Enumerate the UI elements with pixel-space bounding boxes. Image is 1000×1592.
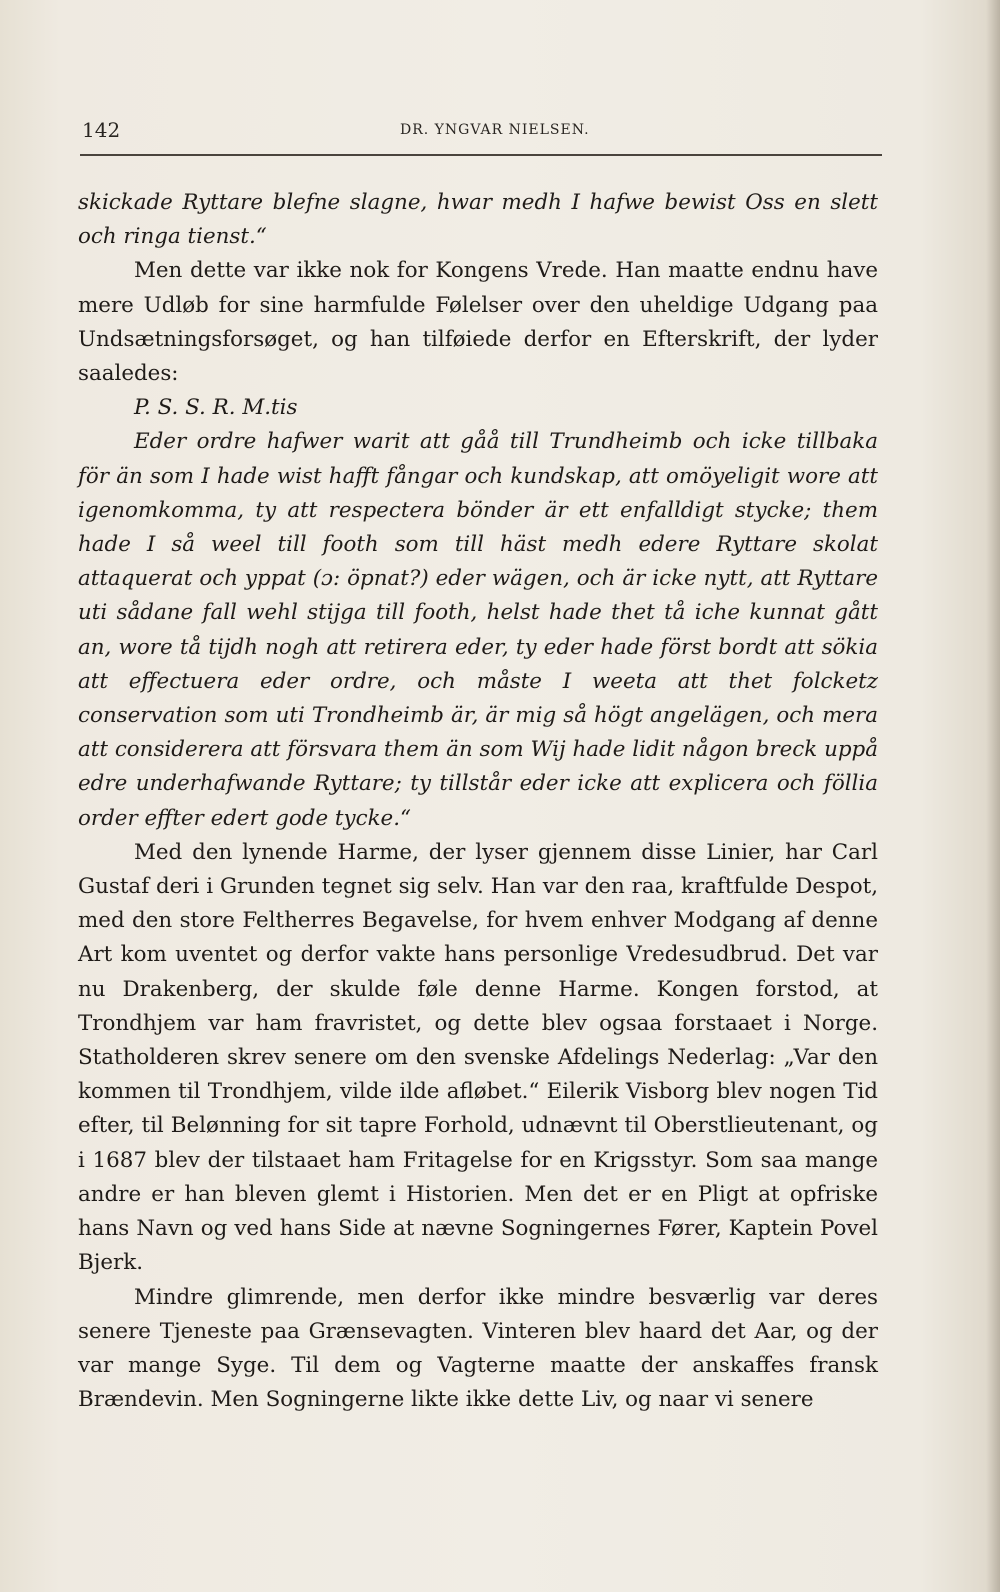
- body-text: [78, 186, 878, 1417]
- quote-continuation: skickade Ryttare blefne slagne, hwar medh I hafwe bewist Oss en slett och ringa tienst.“: [78, 190, 878, 250]
- page-edge-shadow: [986, 0, 1000, 1592]
- postscript-heading: P. S. S. R. M.tis: [134, 395, 298, 421]
- running-head: DR. YNGVAR NIELSEN.: [400, 122, 590, 138]
- paragraph-graensevagten: Mindre glimrende, men derfor ikke mindre besværlig var deres senere Tjeneste paa Grænsevagten. Vinteren blev haard det Aar, og der var mange Syge. Til dem og Vagterne maatte der anskaffes fransk Brændevin. Men Sogningerne likte ikke dette Liv, og naar vi senere: [78, 1284, 878, 1413]
- paragraph-harme: Med den lynende Harme, der lyser gjennem disse Linier, har Carl Gustaf deri i Grunden tegnet sig selv. Han var den raa, kraftfulde Despot, med den store Feltherres Begavelse, for hvem enhver Modgang af denne Art kom uventet og derfor vakte hans personlige Vredesudbrud. Det var nu Drakenberg, der skulde føle denne Harme. Kongen forstod, at Trondhjem var ham fravristet, og dette blev ogsaa forstaaet i Norge. Statholderen skrev senere om den svenske Afdelings Nederlag: „Var den kommen til Trondhjem, vilde ilde afløbet.“ Eilerik Visborg blev nogen Tid efter, til Belønning for sit tapre Forhold, udnævnt til Oberstlieutenant, og i 1687 blev der tilstaaet ham Fritagelse for en Krigsstyr. Som saa mange andre er han bleven glemt i Historien. Men det er en Pligt at opfriske hans Navn og ved hans Side at nævne Sogningernes Fører, Kaptein Povel Bjerk.: [78, 839, 878, 1276]
- paragraph-kongens-vrede: Men dette var ikke nok for Kongens Vrede. Han maatte endnu have mere Udløb for sine harmfulde Følelser over den uheldige Udgang paa Undsætningsforsøget, og han tilføiede derfor en Efterskrift, der lyder saaledes:: [78, 258, 878, 387]
- header-rule: [80, 154, 882, 156]
- page-header: [82, 118, 882, 150]
- page-number: 142: [82, 118, 121, 142]
- postscript-quote: Eder ordre hafwer warit att gåå till Trundheimb och icke tillbaka för än som I hade wist hafft fångar och kundskap, att omöyeligit wore att igenomkomma, ty att respectera bönder är ett enfalldigt stycke; them hade I så weel till footh som till häst medh edere Ryttare skolat attaquerat och yppat (ɔ: öpnat?) eder wägen, och är icke nytt, att Ryttare uti sådane fall wehl stijga till footh, helst hade thet tå iche kunnat gått an, wore tå tijdh nogh att retirera eder, ty eder hade först bordt att sökia att effectuera eder ordre, och måste I weeta att thet folcketz conservation som uti Trondheimb är, är mig så högt angelägen, och mera att considerera att försvara them än som Wij hade lidit någon breck uppå edre underhafwande Ryttare; ty tillstår eder icke att explicera och föllia order effter edert gode tycke.“: [78, 429, 878, 831]
